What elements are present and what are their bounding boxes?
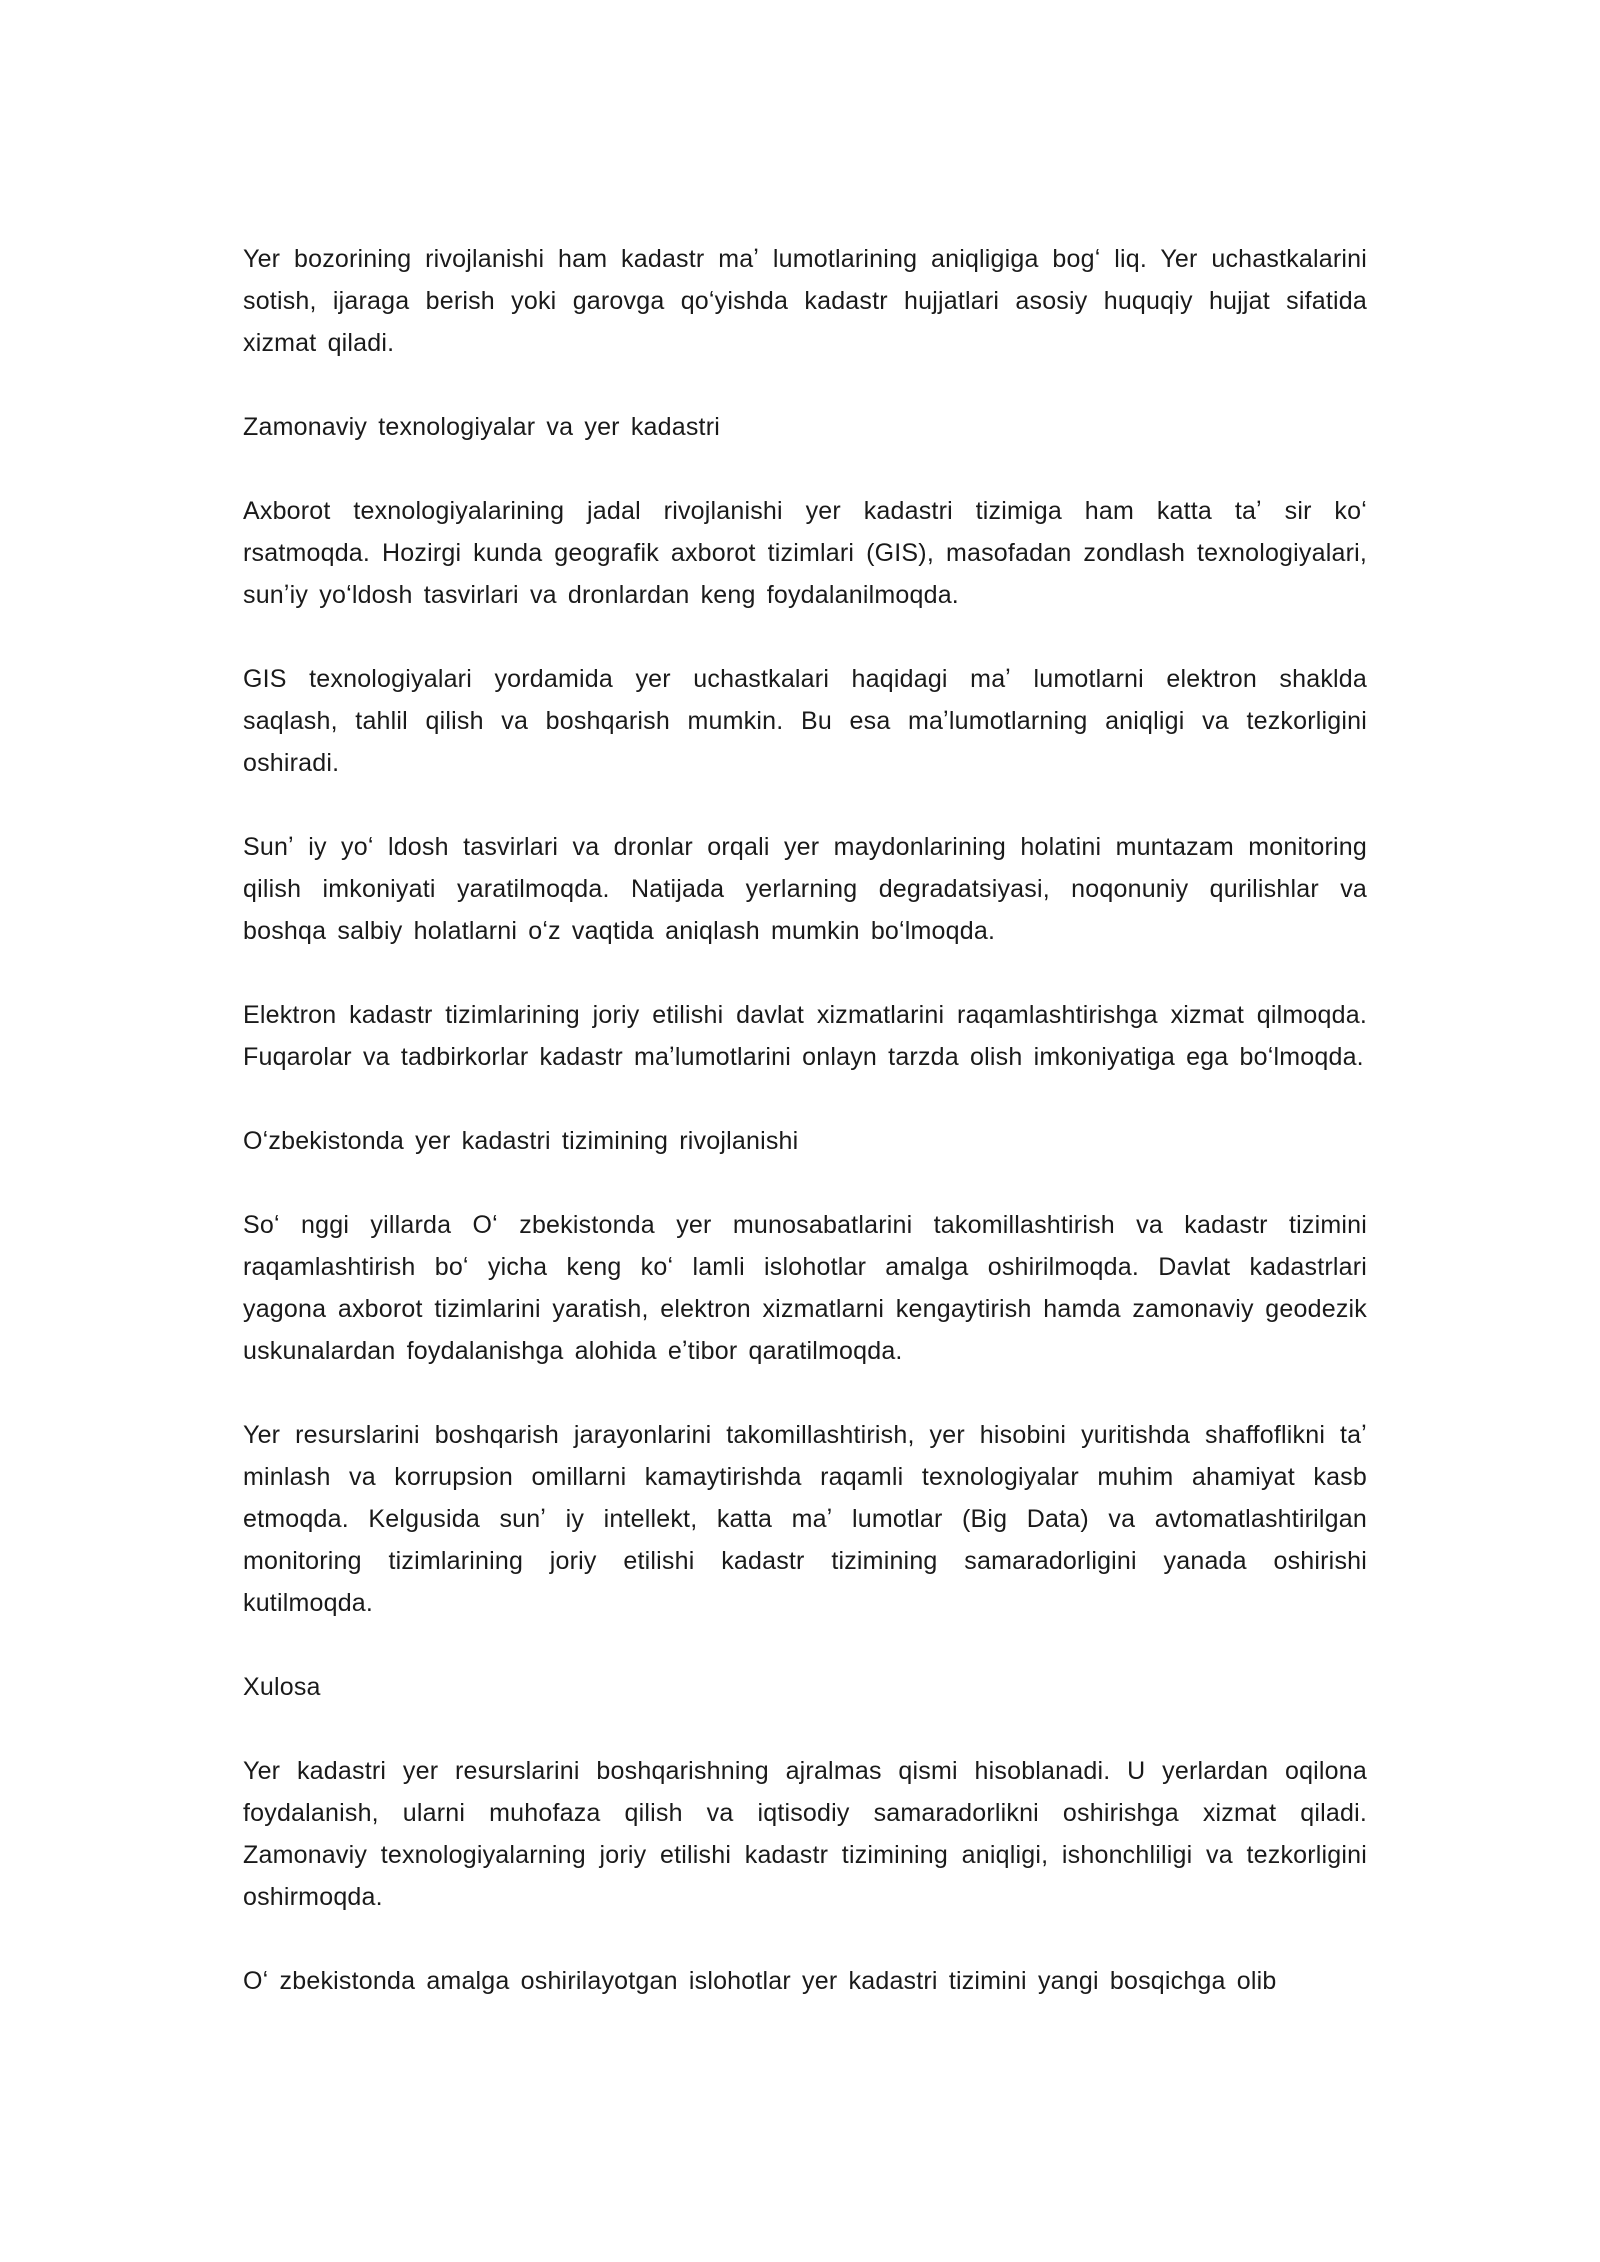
section-heading-conclusion: Xulosa — [243, 1673, 321, 1701]
paragraph-electronic-cadastre: Elektron kadastr tizimlarining joriy etilishi davlat xizmatlarini raqamlashtirishga xizmat qilmoqda. Fuqarolar va tadbirkorlar kadastr maʼlumotlarini onlayn tarzda olish imkoniyatiga ega boʻlmoqda. — [243, 1001, 1367, 1071]
paragraph-gis-technologies: GIS texnologiyalari yordamida yer uchastkalari haqidagi maʼ lumotlarni elektron shaklda saqlash, tahlil qilish va boshqarish mumkin. Bu esa maʼlumotlarning aniqligi va tezkorligini oshiradi. — [243, 665, 1367, 777]
paragraph-information-technologies: Axborot texnologiyalarining jadal rivojlanishi yer kadastri tizimiga ham katta taʼ sir koʻ rsatmoqda. Hozirgi kunda geografik axborot tizimlari (GIS), masofadan zondlash texnologiyalari, sunʼiy yoʻldosh tasvirlari va dronlardan keng foydalanilmoqda. — [243, 497, 1367, 609]
document-body — [243, 238, 1367, 2002]
section-heading-uzbekistan-cadastre: Oʻzbekistonda yer kadastri tizimining rivojlanishi — [243, 1127, 799, 1155]
section-heading-modern-technologies: Zamonaviy texnologiyalar va yer kadastri — [243, 413, 720, 441]
paragraph-satellite-drones: Sunʼ iy yoʻ ldosh tasvirlari va dronlar orqali yer maydonlarining holatini muntazam monitoring qilish imkoniyati yaratilmoqda. Natijada yerlarning degradatsiyasi, noqonuniy qurilishlar va boshqa salbiy holatlarni oʻz vaqtida aniqlash mumkin boʻlmoqda. — [243, 833, 1367, 945]
paragraph-reforms-continuation: Oʻ zbekistonda amalga oshirilayotgan islohotlar yer kadastri tizimini yangi bosqichga olib — [243, 1967, 1277, 1995]
paragraph-recent-reforms: Soʻ nggi yillarda Oʻ zbekistonda yer munosabatlarini takomillashtirish va kadastr tizimini raqamlashtirish boʻ yicha keng koʻ lamli islohotlar amalga oshirilmoqda. Davlat kadastrlari yagona axborot tizimlarini yaratish, elektron xizmatlarni kengaytirish hamda zamonaviy geodezik uskunalardan foydalanishga alohida eʼtibor qaratilmoqda. — [243, 1211, 1367, 1365]
paragraph-conclusion: Yer kadastri yer resurslarini boshqarishning ajralmas qismi hisoblanadi. U yerlardan oqilona foydalanish, ularni muhofaza qilish va iqtisodiy samaradorlikni oshirishga xizmat qiladi. Zamonaviy texnologiyalarning joriy etilishi kadastr tizimining aniqligi, ishonchliligi va tezkorligini oshirmoqda. — [243, 1757, 1367, 1911]
paragraph-resource-management: Yer resurslarini boshqarish jarayonlarini takomillashtirish, yer hisobini yuritishda shaffoflikni taʼ minlash va korrupsion omillarni kamaytirishda raqamli texnologiyalar muhim ahamiyat kasb etmoqda. Kelgusida sunʼ iy intellekt, katta maʼ lumotlar (Big Data) va avtomatlashtirilgan monitoring tizimlarining joriy etilishi kadastr tizimining samaradorligini yanada oshirishi kutilmoqda. — [243, 1421, 1367, 1617]
paragraph-land-market: Yer bozorining rivojlanishi ham kadastr maʼ lumotlarining aniqligiga bogʻ liq. Yer uchastkalarini sotish, ijaraga berish yoki garovga qoʻyishda kadastr hujjatlari asosiy huquqiy hujjat sifatida xizmat qiladi. — [243, 245, 1367, 357]
